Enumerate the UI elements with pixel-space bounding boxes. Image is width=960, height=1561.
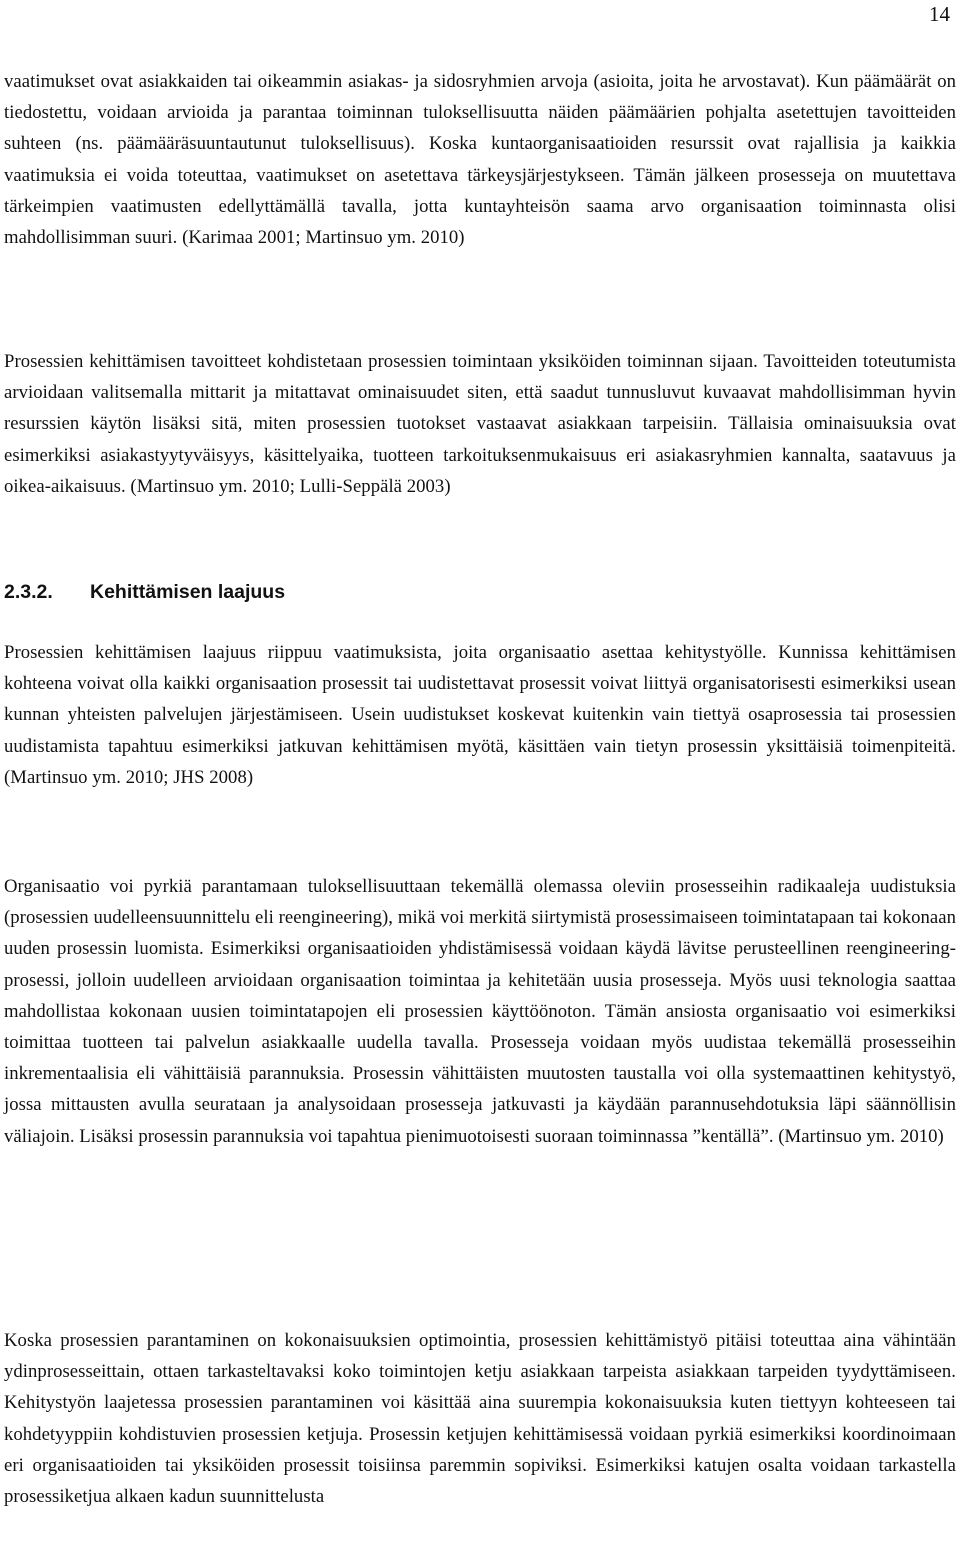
section-heading	[4, 578, 285, 606]
page-number: 14	[929, 2, 950, 26]
paragraph-requirements: vaatimukset ovat asiakkaiden tai oikeammin asiakas- ja sidosryhmien arvoja (asioita, joita he arvostavat). Kun päämäärät on tiedostettu, voidaan arvioida ja parantaa toiminnan tuloksellisuutta näiden päämäärien pohjalta asetettujen tavoitteiden suhteen (ns. päämääräsuuntautunut tuloksellisuus). Koska kuntaorganisaatioiden resurssit ovat rajallisia ja kaikkia vaatimuksia ei voida toteuttaa, vaatimukset on asetettava tärkeysjärjestykseen. Tämän jälkeen prosesseja on muutettava tärkeimpien vaatimusten edellyttämällä tavalla, jotta kuntayhteisön saama arvo organisaation toiminnasta olisi mahdollisimman suuri. (Karimaa 2001; Martinsuo ym. 2010)	[4, 71, 956, 249]
section-number: 2.3.2.	[4, 581, 53, 603]
paragraph-reengineering: Organisaatio voi pyrkiä parantamaan tuloksellisuuttaan tekemällä olemassa oleviin prosesseihin radikaaleja uudistuksia (prosessien uudelleensuunnittelu eli reengineering), mikä voi merkitä siirtymistä prosessimaiseen toimintatapaan tai kokonaan uuden prosessin luomista. Esimerkiksi organisaatioiden yhdistämisessä voidaan käydä lävitse perusteellinen reengineering-prosessi, jolloin uudelleen arvioidaan organisaation toimintaa ja kehitetään uusia prosesseja. Myös uusi teknologia saattaa mahdollistaa kokonaan uusien toimintatapojen eli prosessien käyttöönoton. Tämän ansiosta organisaatio voi esimerkiksi toimittaa tuotteen tai palvelun asiakkaalle uudella tavalla. Prosesseja voidaan myös uudistaa tekemällä prosesseihin inkrementaalisia eli vähittäisiä parannuksia. Prosessin vähittäisten muutosten taustalla voi olla systemaattinen kehitystyö, jossa mittausten avulla seurataan ja analysoidaan prosesseja jatkuvasti ja käydään parannusehdotuksia läpi säännöllisin väliajoin. Lisäksi prosessin parannuksia voi tapahtua pienimuotoisesti suoraan toiminnassa ”kentällä”. (Martinsuo ym. 2010)	[4, 876, 956, 1147]
section-title: Kehittämisen laajuus	[90, 581, 286, 603]
paragraph-process-goals: Prosessien kehittämisen tavoitteet kohdistetaan prosessien toimintaan yksiköiden toiminnan sijaan. Tavoitteiden toteutumista arvioidaan valitsemalla mittarit ja mitattavat ominaisuudet siten, että saadut tunnusluvut kuvaavat mahdollisimman hyvin resurssien käytön lisäksi sitä, miten prosessien tuotokset vastaavat asiakkaan tarpeisiin. Tällaisia ominaisuuksia ovat esimerkiksi asiakastyytyväisyys, käsittelyaika, tuotteen tarkoituksenmukaisuus eri asiakasryhmien kannalta, saatavuus ja oikea-aikaisuus. (Martinsuo ym. 2010; Lulli-Seppälä 2003)	[4, 351, 956, 497]
paragraph-process-chains: Koska prosessien parantaminen on kokonaisuuksien optimointia, prosessien kehittämistyö pitäisi toteuttaa aina vähintään ydinprosesseittain, ottaen tarkasteltavaksi koko toimintojen ketju asiakkaan tarpeista asiakkaan tarpeiden tyydyttämiseen. Kehitystyön laajetessa prosessien parantaminen voi käsittää aina suurempia kokonaisuuksia kuten tiettyyn kohteeseen tai kohdetyyppiin kohdistuvien prosessien ketjuja. Prosessin ketjujen kehittämisessä voidaan pyrkiä esimerkiksi koordinoimaan eri organisaatioiden tai yksiköiden prosessit toisiinsa paremmin sopiviksi. Esimerkiksi katujen osalta voidaan tarkastella prosessiketjua alkaen kadun suunnittelusta	[4, 1330, 956, 1508]
paragraph-development-scope: Prosessien kehittämisen laajuus riippuu vaatimuksista, joita organisaatio asettaa kehitystyölle. Kunnissa kehittämisen kohteena voivat olla kaikki organisaation prosessit tai uudistettavat prosessit voivat liittyä organisatorisesti esimerkiksi usean kunnan yhteisten palvelujen järjestämiseen. Usein uudistukset koskevat kuitenkin vain tiettyä osaprosessia tai prosessien uudistamista tapahtuu esimerkiksi jatkuvan kehittämisen myötä, käsittäen vain tietyn prosessin yksittäisiä toimenpiteitä. (Martinsuo ym. 2010; JHS 2008)	[4, 642, 956, 788]
